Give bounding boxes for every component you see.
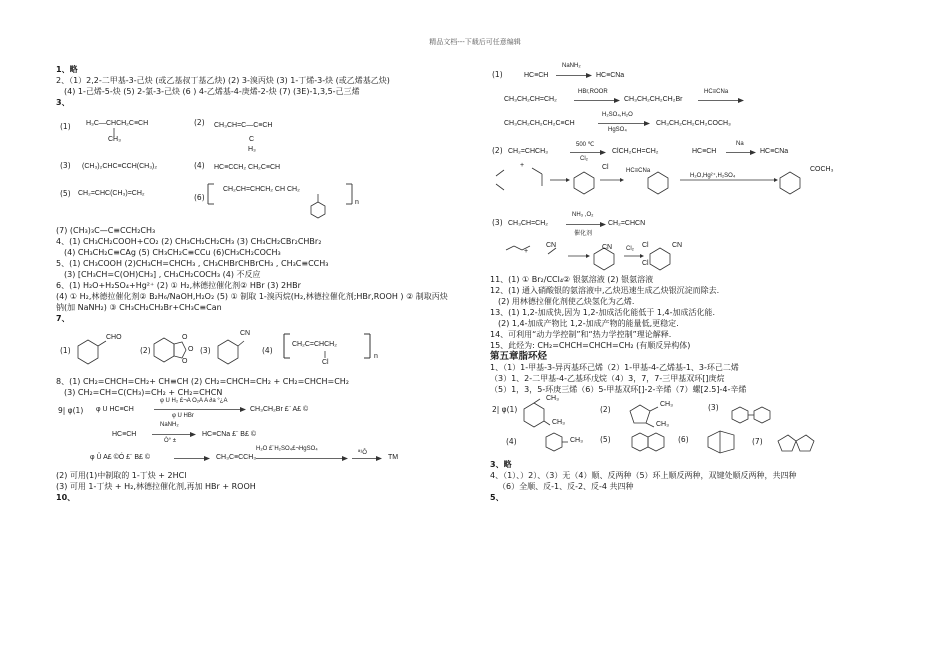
reaction-arrow	[598, 121, 650, 126]
answer-13-line-2: (2) 1,4-加成产物比 1,2-加成产物的能量低,更稳定.	[498, 319, 679, 328]
reactant: CH₃CH₂CH₂CH₂C≡CH	[504, 120, 575, 127]
reaction-arrow	[566, 222, 606, 227]
answer-2-line-1: 2、（1）2,2-二甲基-3-己炔 (或乙基叔丁基乙炔) (2) 3-溴丙炔 (3) 1-丁烯-3-炔 (或乙烯基乙炔)	[56, 76, 390, 85]
product: CH₃CH₂CH₂CH₂Br	[624, 96, 683, 103]
chloro-label: Cl	[642, 242, 649, 249]
answer-1: 1、略	[56, 65, 78, 74]
answer-3-7: (7) (CH₃)₃C—C≡CCH₂CH₃	[56, 226, 156, 235]
structure-3-6: CH₂CH=CHCH₂ CH CH₂	[223, 186, 300, 193]
item-label: (6)	[194, 193, 205, 202]
product: ClCH₂CH=CH₂	[612, 148, 659, 155]
nitrile-group: CN	[240, 330, 251, 337]
reactant: CH₃CH₂CH=CH₂	[504, 96, 557, 103]
catalyst: 催化剂	[574, 231, 593, 237]
answer-9-schemes	[56, 398, 461, 470]
target-molecule: TM	[388, 454, 399, 461]
item-label: (2)	[140, 346, 151, 355]
chapter-answer-4-line-2: （6）全顺、反-1、反-2、反-4 共四种	[498, 482, 634, 491]
structure-3-1: H₃C—CHCH₂C≡CH	[86, 120, 149, 127]
answer-13-line-1: 13、(1) 1,2-加成快,因为 1,2-加成活化能低于 1,4-加成活化能.	[490, 308, 716, 317]
reactant: HC≡CH	[524, 72, 549, 79]
reaction-arrow	[574, 98, 620, 103]
answer-8-line-1: 8、(1) CH₂=CHCH=CH₂+ CH≡CH (2) CH₂=CHCH=CH₂ + CH₂=CHCH=CH₂	[56, 377, 350, 386]
page-header: 精品文档---下载后可任意编辑	[429, 38, 521, 46]
answer-12-line-1: 12、(1) 通入硝酸银的氨溶液中,乙炔迅速生成乙炔银沉淀而除去.	[490, 286, 720, 295]
chloro-substituent: Cl	[322, 359, 329, 366]
chapter-answer-1-line-2: （3）1、2-二甲基-4-乙基环戊烷（4）3，7，7-三甲基双环[]庚烷	[490, 374, 725, 383]
reagent: 500 ℃	[576, 142, 595, 148]
answer-4-line-2: (4) CH₃CH₂C≡CAg (5) CH₃CH₂C≡CCu (6)CH₃CH₂COCH₃	[64, 248, 281, 257]
item-label: (5)	[600, 435, 611, 444]
item-label: (3)	[200, 346, 211, 355]
reagent: H₂O £¨H₂SO₄£¬HgSO₄	[256, 446, 318, 452]
aldehyde-group: CHO	[106, 334, 122, 341]
reactant: CH₂=CHCH₃	[508, 148, 548, 155]
item-label: (4)	[262, 346, 273, 355]
chloro-label: Cl	[602, 164, 609, 171]
methyl-label: CH₃	[546, 395, 559, 402]
nitrile-label: CN	[602, 244, 613, 251]
polymer-n: n	[355, 199, 359, 206]
item-label: (3)	[492, 218, 503, 227]
reaction-arrow	[256, 456, 348, 461]
chapter-answer-1-line-1: 1、（1）1-甲基-3-异丙基环己烯（2）1-甲基-4-乙烯基-1、3-环己二烯	[490, 363, 739, 372]
product: HC≡CNa	[596, 72, 625, 79]
nitrile-label: CN	[546, 242, 557, 249]
reagent: Cl₂	[580, 156, 588, 162]
answer-6-line-1: 6、(1) H₂O+H₂SO₄+Hg²⁺ (2) ① H₂,林德拉催化剂② HBr (3) 2HBr	[56, 281, 301, 290]
product: CH₂=CHCN	[608, 220, 646, 227]
product-group: COCH₃	[810, 166, 834, 173]
reaction-arrow	[152, 432, 196, 437]
methyl-label: CH₃	[552, 419, 565, 426]
reaction-arrow	[570, 150, 606, 155]
plus-sign: +	[520, 162, 525, 169]
reagent: HC≡CNa	[626, 168, 651, 174]
chapter-title: 第五章脂环烃	[490, 351, 548, 362]
reagent: HgSO₄	[608, 127, 627, 133]
reagent: HC≡CNa	[704, 89, 729, 95]
answer-14: 14、可利用“动力学控制”和“热力学控制”理论解释.	[490, 330, 672, 339]
reactants: φ Û A£ ©Ó £¨ B£ ©	[90, 454, 150, 461]
structure-3-5: CH₂=CHC(CH₃)=CH₂	[78, 190, 145, 197]
reagent: NaNH₂	[562, 63, 581, 69]
item-label: (5)	[60, 189, 71, 198]
structure-3-2-branch: C	[249, 136, 255, 143]
reagent: ª¹Ô	[358, 450, 367, 456]
answer-15: 15、此烃为: CH₂=CHCH=CHCH=CH₂ (有顺反异构体)	[490, 341, 691, 350]
item-label: 2| φ(1)	[492, 405, 518, 414]
chapter-answer-1-line-3: （5）1，3，5-环庚三烯（6）5-甲基双环[]-2-辛烯（7）螺[2.5]-4-辛烯	[490, 385, 747, 394]
structure-3-4: HC≡CCH₂ CH₂C≡CH	[214, 164, 281, 171]
cyclohexene-nitrile	[214, 332, 254, 368]
item-label: (2)	[600, 405, 611, 414]
answer-9-2: (2) 可用(1)中制取的 1-丁炔 + 2HCl	[56, 471, 187, 480]
structure-3-2-branch-h: H₃	[248, 146, 256, 153]
oxygen-label: O	[182, 358, 188, 365]
answer-5-line-1: 5、(1) CH₃COOH (2)CH₃CH=CHCH₃ , CH₃CHBrCHBrCH₃ , CH₃C≡CCH₃	[56, 259, 329, 268]
answer-5-line-2: (3) [CH₃CH=C(OH)CH₃] , CH₃CH₂COCH₃ (4) 不反应	[64, 270, 261, 279]
answer-3-structures	[56, 108, 461, 225]
product: CH₃CH₂Br £¨ A£ ©	[250, 406, 309, 413]
plus-sign: +	[524, 248, 529, 255]
reaction-arrow	[698, 98, 744, 103]
structure-3-2: CH₃CH=C—C≡CH	[214, 122, 273, 129]
item-label: (2)	[194, 118, 205, 127]
item-label: (1)	[60, 346, 71, 355]
oxygen-label: O	[188, 346, 194, 353]
item-label: (6)	[678, 435, 689, 444]
oxygen-label: O	[182, 334, 188, 341]
reagent: Ò° ±	[164, 438, 177, 444]
structure-3-1-branch: CH₃	[108, 136, 121, 143]
chapter-answer-5-heading: 5、	[490, 493, 504, 502]
answer-4-line-1: 4、(1) CH₃CH₂COOH+CO₂ (2) CH₃CH₂CH₂CH₃ (3) CH₃CH₂CBr₂CHBr₂	[56, 237, 322, 246]
answer-6-line-3: 钠(加 NaNH₂) ③ CH₃CH₂CH₂Br+CH₃C≡Can	[56, 303, 222, 312]
item-label: (4)	[194, 161, 205, 170]
answer-9-3: (3) 可用 1-丁炔 + H₂,林德拉催化剂,再加 HBr + ROOH	[56, 482, 256, 491]
nitrile-label: CN	[672, 242, 683, 249]
answer-10-schemes	[490, 60, 910, 212]
chapter-answer-3: 3、略	[490, 460, 512, 469]
reactant: HC≡CH	[692, 148, 717, 155]
answer-6-line-2: (4) ① H₂,林德拉催化剂② B₂H₆/NaOH,H₂O₂ (5) ① 制取 1-溴丙烷(H₂,林德拉催化剂;HBr,ROOH ) ② 制取丙炔	[56, 292, 448, 301]
reactant: CH₃CH=CH₂	[508, 220, 548, 227]
item-label: (1)	[492, 70, 503, 79]
reagent: NaNH₂	[160, 422, 179, 428]
bond-line	[112, 128, 116, 137]
chloro-label: Cl	[642, 260, 649, 267]
item-label: (1)	[60, 122, 71, 131]
left-column	[56, 60, 461, 503]
methyl-label: CH₃	[570, 437, 583, 444]
methyl-label: CH₃	[656, 421, 669, 428]
methyl-label: CH₃	[660, 401, 673, 408]
answer-10-heading: 10、	[56, 493, 76, 502]
item-label: 9| φ(1)	[58, 406, 84, 415]
reactant: HC≡CH	[112, 431, 137, 438]
diels-alder-scheme	[504, 238, 724, 274]
reagent: NH₃ ,O₂	[572, 212, 594, 218]
chapter-answer-4-line-1: 4、（1）、）2）、（3）无（4）顺、反两种（5）环上顺反两种，双键处顺反两种，共四种	[490, 471, 797, 480]
reagent: Na	[736, 141, 744, 147]
product: HC≡CNa £¨ B£ ©	[202, 431, 256, 438]
reagent: φ U HBr	[172, 413, 194, 419]
chapter-answer-2-structures	[490, 395, 910, 459]
reagent: H₂O,Hg²⁺,H₂SO₄	[690, 173, 736, 179]
item-label: (3)	[60, 161, 71, 170]
answer-7-structures	[56, 324, 461, 376]
reagent: φ U H₂ £¬A O₂A A ∂a °¿A	[160, 398, 228, 404]
item-label: (7)	[752, 437, 763, 446]
reactant: φ U HC≡CH	[96, 406, 134, 413]
chloroprene-unit: CH₂C=CHCH₂	[292, 341, 337, 348]
item-label: (4)	[506, 437, 517, 446]
product: CH₃CH₂CH₂CH₂COCH₃	[656, 120, 731, 127]
reaction-arrow	[174, 456, 210, 461]
structure-3-3: (CH₃)₂CHC≡CCH(CH₃)₂	[82, 163, 158, 170]
answer-12-line-2: (2) 用林德拉催化剂使乙炔氢化为乙烯.	[498, 297, 635, 306]
product: HC≡CNa	[760, 148, 789, 155]
intermediate: CH₃C≡CCH₃	[216, 454, 257, 461]
answer-7-heading: 7、	[56, 314, 70, 323]
answer-11: 11、(1) ① Br₂/CCl₄② 银氨溶液 (2) 银氨溶液	[490, 275, 654, 284]
reaction-arrow	[352, 456, 382, 461]
reaction-arrow	[154, 407, 246, 412]
item-label: (2)	[492, 146, 503, 155]
item-label: (3)	[708, 403, 719, 412]
answer-2-line-2: (4) 1-己烯-5-炔 (5) 2-氯-3-己炔 (6 ) 4-乙烯基-4-庚烯-2-炔 (7) (3E)-1,3,5-己三烯	[64, 87, 360, 96]
reagent: Cl₂	[626, 246, 634, 252]
answer-3-heading: 3、	[56, 98, 70, 107]
right-column	[490, 60, 910, 503]
answer-10-3-scheme	[490, 212, 910, 274]
reaction-arrow	[556, 73, 592, 78]
answer-8-line-2: (3) CH₂=CH=C(CH₃)=CH₂ + CH₂=CHCN	[64, 388, 223, 397]
reagent: H₂SO₄,H₂O	[602, 112, 633, 118]
reaction-arrow	[726, 150, 756, 155]
polymer-n: n	[374, 353, 378, 360]
reagent: HBr,ROOR	[578, 89, 608, 95]
